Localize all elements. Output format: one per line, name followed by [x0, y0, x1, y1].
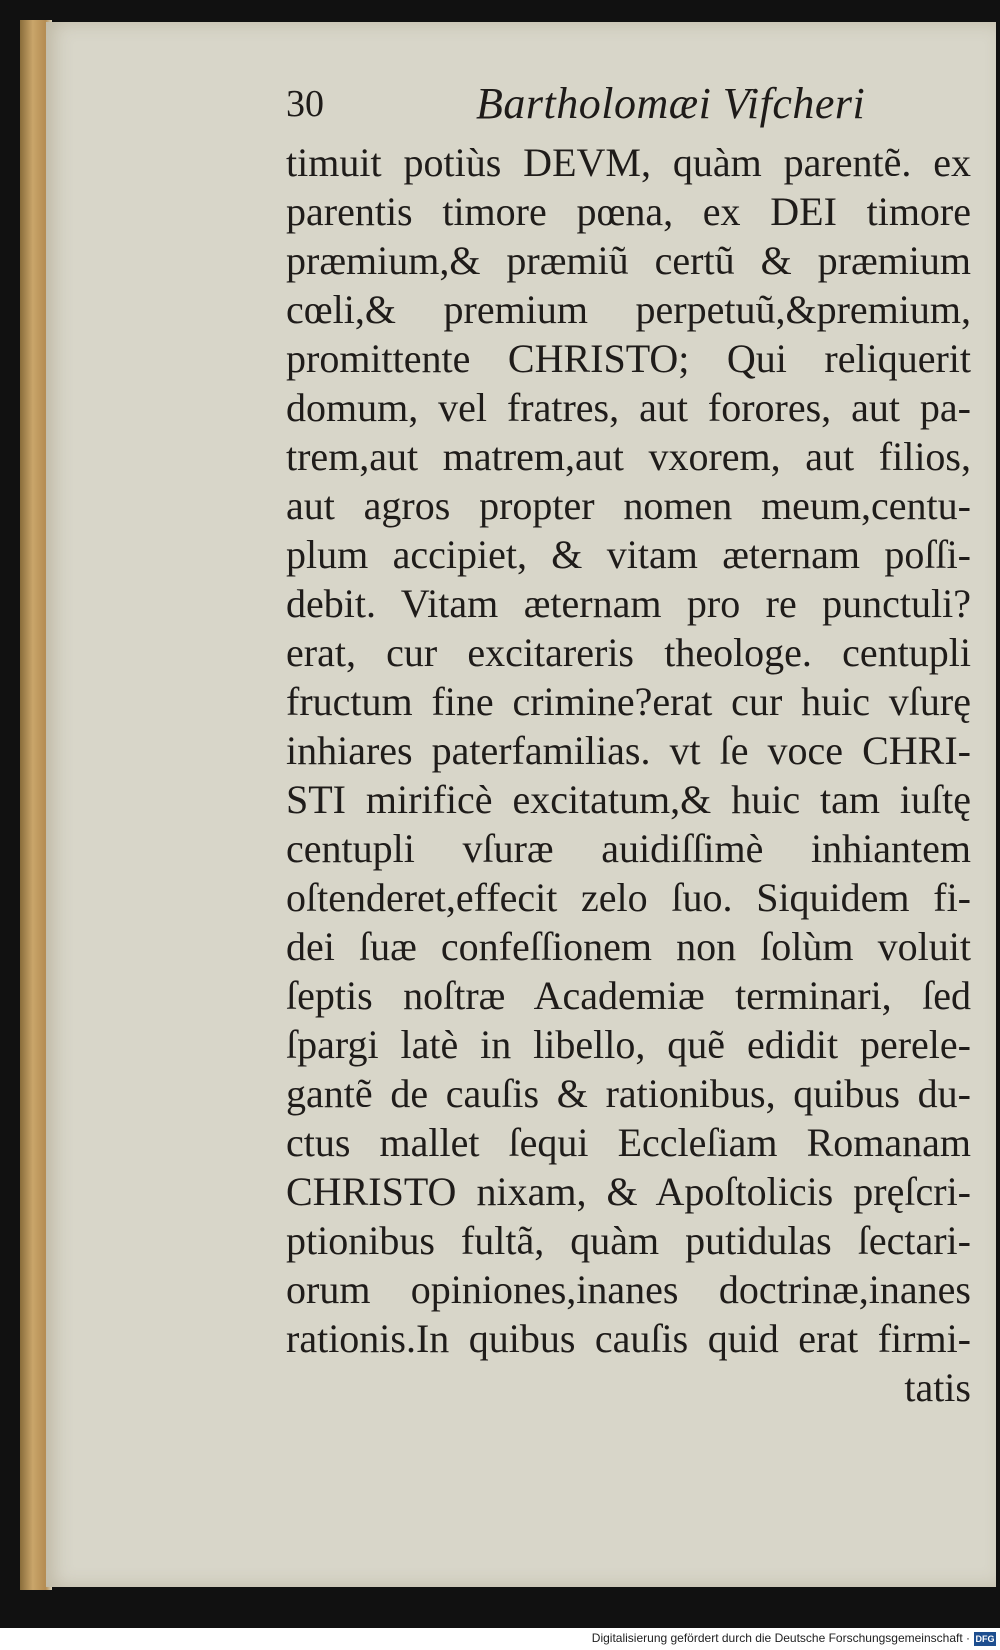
text-line: oſtenderet,effecit zelo ſuo. Siquidem fi- [286, 875, 971, 920]
text-line: ſpargi latè in libello, quẽ edidit perele- [286, 1022, 971, 1067]
text-line: CHRISTO nixam, & Apoſtolicis pręſcri- [286, 1169, 971, 1214]
text-line: STI mirificè excitatum,& huic tam iuſtę [286, 777, 971, 822]
text-line: domum, vel fratres, aut forores, aut pa- [286, 385, 971, 430]
text-line: orum opiniones,inanes doctrinæ,inanes [286, 1267, 971, 1312]
text-line: fructum fine crimine?erat cur huic vſurę [286, 679, 971, 724]
text-line: timuit potiùs DEVM, quàm parentẽ. ex [286, 140, 971, 185]
text-line: inhiares paterfamilias. vt ſe voce CHRI- [286, 728, 971, 773]
text-line: promittente CHRISTO; Qui reliquerit [286, 336, 971, 381]
digitization-footer [0, 1628, 1000, 1650]
text-line: ptionibus fultã, quàm putidulas ſectari- [286, 1218, 971, 1263]
text-line: plum accipiet, & vitam æternam poſſi- [286, 532, 971, 577]
dfg-logo: DFG [975, 1634, 995, 1644]
catchword: tatis [904, 1365, 971, 1410]
page-number: 30 [286, 83, 324, 125]
text-line: debit. Vitam æternam pro re punctuli? [286, 581, 971, 626]
text-line: erat, cur excitareris theologe. centupli [286, 630, 971, 675]
running-head-title: Bartholomæi Vifcheri [476, 79, 866, 128]
text-line: præmium,& præmiũ certũ & præmium [286, 238, 971, 283]
text-line: rationis.In quibus cauſis quid erat firmi- [286, 1316, 971, 1361]
text-line: cœli,& premium perpetuũ,&premium, [286, 287, 971, 332]
body-text [286, 138, 971, 1412]
text-line: dei ſuæ confeſſionem non ſolùm voluit [286, 924, 971, 969]
text-line: centupli vſuræ auidiſſimè inhiantem [286, 826, 971, 871]
text-line: parentis timore pœna, ex DEI timore [286, 189, 971, 234]
text-line: ctus mallet ſequi Eccleſiam Romanam [286, 1120, 971, 1165]
running-head [286, 78, 866, 134]
text-line: trem,aut matrem,aut vxorem, aut filios, [286, 434, 971, 479]
footer-credit: Digitalisierung gefördert durch die Deutsche Forschungsgemeinschaft · [591, 1631, 970, 1645]
text-line: ſeptis noſtræ Academiæ terminari, ſed [286, 973, 971, 1018]
text-line: gantẽ de cauſis & rationibus, quibus du- [286, 1071, 971, 1116]
text-line: aut agros propter nomen meum,centu- [286, 483, 971, 528]
